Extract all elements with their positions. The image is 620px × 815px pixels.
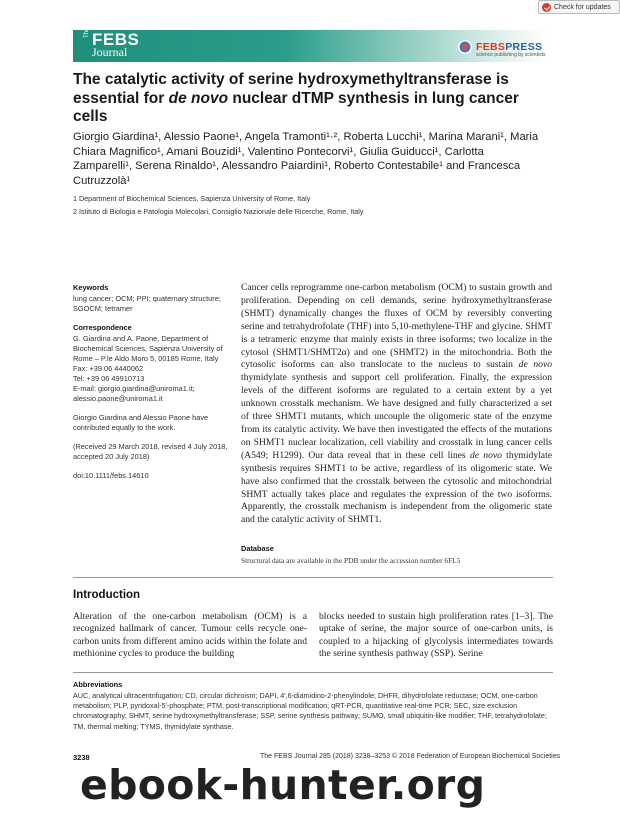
author-list: Giorgio Giardina¹, Alessio Paone¹, Angela Tramonti¹·², Roberta Lucchi¹, Marina Marani¹, Maria Chiara Magnifico¹, Amani Bouzidi¹, Valentino Pontecorvi¹, Giulia Guiducci¹, Carlotta Zamparelli¹, Serena Rinaldo¹, Alessandro Paiardini¹, Roberto Contestabile¹ and Francesca Cutruzzolà¹ bbox=[73, 131, 539, 187]
introduction-right-column: blocks needed to sustain high proliferation rates [1–3]. The uptake of serine, the major source of one-carbon units, is coupled to a hijacking of glycolysis intermediates towards the serine synthesis pathway (SSP). Serine bbox=[319, 611, 553, 660]
logo-journal: Journal bbox=[92, 45, 128, 59]
affiliations bbox=[73, 192, 543, 218]
page-number: 3238 bbox=[73, 753, 90, 762]
check-updates-icon bbox=[542, 3, 551, 12]
press-name-b: PRESS bbox=[505, 40, 543, 53]
abstract-italic-2: de novo bbox=[470, 449, 502, 461]
abbreviations-heading: Abbreviations bbox=[73, 680, 123, 689]
introduction-heading: Introduction bbox=[73, 589, 141, 601]
title-part-1: The catalytic activity of serine hydroxymethyltransferase is essential for bbox=[73, 71, 509, 107]
press-name-a: FEBS bbox=[476, 40, 506, 53]
article-info-sidebar bbox=[73, 283, 233, 481]
press-tagline: science publishing by scientists bbox=[476, 52, 546, 58]
febs-press-logo bbox=[458, 40, 546, 58]
keywords-heading: Keywords bbox=[73, 283, 109, 292]
section-divider bbox=[73, 577, 553, 578]
correspondence-email[interactable]: E-mail: giorgio.giardina@uniroma1.it; alessio.paone@uniroma1.it bbox=[73, 384, 195, 403]
abbreviations-text: AUC, analytical ultracentrifugation; CD, circular dichroism; DAPI, 4′,6-diamidino-2-phenylindole; DHFR, dihydrofolate reductase; OCM, one-carbon metabolism; PLP, pyridoxal-5′-phosphate; PTM, post-transcriptional modification; qRT-PCR, quantitative real-time PCR; SEC, size exclusion chromatography; SHMT, serine hydroxymethyltransferase; SSP, serine synthesis pathway; SUMO, small ubiquitin-like modifier; THF, tetrahydrofolate; TM, thermal melting; TYMS, thymidylate synthase. bbox=[73, 691, 547, 731]
correspondence-fax: Fax: +39 06 4440062 bbox=[73, 364, 144, 373]
check-updates-label: Check for updates bbox=[554, 3, 611, 11]
watermark: ebook-hunter.org bbox=[80, 761, 486, 809]
equal-contribution-note: Giorgio Giardina and Alessio Paone have contributed equally to the work. bbox=[73, 413, 209, 432]
database-text: Structural data are available in the PDB under the accession number 6FL5 bbox=[241, 556, 461, 565]
correspondence-address: G. Giardina and A. Paone, Department of Biochemical Sciences, Sapienza University of Rome – P.le Aldo Moro 5, 00185 Rome, Italy bbox=[73, 334, 223, 363]
abstract-part-1: Cancer cells reprogramme one-carbon metabolism (OCM) to sustain growth and proliferation. Depending on cell demands, serine hydroxymethyltransferase (SHMT) dynamically changes the fluxes of OCM by reversibly converting serine and tetrahydrofolate (THF) into 5,10-methylene-THF and glycine. SHMT is a tetrameric enzyme that mainly exists in three isoforms; two localize in the cytosol (SHMT1/SHMT2α) and one (SHMT2) in the mitochondria. Both the cytosolic isoforms can also translocate to the nucleus to sustain bbox=[241, 282, 552, 371]
title-italic: de novo bbox=[168, 89, 229, 107]
keywords-text: lung cancer; OCM; PPI; quaternary structure; SGOCM; tetramer bbox=[73, 294, 221, 313]
abstract-italic-1: de novo bbox=[518, 359, 552, 371]
abstract-part-2: thymidylate synthesis and support cell proliferation. Finally, the expression levels of the different isoforms are regulated to a certain extent by a yet unknown crosstalk mechanism. We have designed and fully characterized a set of three SHMT1 mutants, which uncouple the oligomeric state of the enzyme from its catalytic activity. We have then investigated the effects of the mutations on SHMT1 nuclear localization, cell viability and crosstalk in lung cancer cells (A549; H1299). Our data reveal that in these cell lines bbox=[241, 372, 552, 461]
affiliation-1: 1 Department of Biochemical Sciences, Sapienza University of Rome, Italy bbox=[73, 194, 311, 203]
logo-febs: FEBS bbox=[92, 30, 140, 49]
correspondence-heading: Correspondence bbox=[73, 323, 132, 332]
article-title bbox=[73, 71, 553, 127]
abstract bbox=[241, 282, 552, 527]
introduction-left-column: Alteration of the one-carbon metabolism (OCM) is a recognized hallmark of cancer. Tumour cells recycle one-carbon units from different amino acids within the folate and methionine cycles to produce the building bbox=[73, 611, 307, 660]
abstract-part-3: thymidylate synthesis requires SHMT1 to be active, regardless of its oligomeric state. We have also confirmed that the crosstalk between the cytosolic and mitochondrial SHMT actually takes place and regulates the expression of the two isoforms. Apparently, the crosstalk mechanism is independent from the oligomeric state and the catalytic activity of SHMT1. bbox=[241, 449, 552, 526]
title-part-2: nuclear dTMP synthesis in lung cancer cells bbox=[73, 89, 519, 125]
database-heading: Database bbox=[241, 544, 274, 553]
journal-footer: The FEBS Journal 285 (2018) 3238–3253 © 2018 Federation of European Biochemical Societies bbox=[260, 753, 561, 760]
received-dates: (Received 29 March 2018, revised 4 July 2018, accepted 20 July 2018) bbox=[73, 442, 228, 461]
check-for-updates-badge[interactable] bbox=[538, 0, 620, 14]
logo-the: The bbox=[84, 27, 90, 38]
abbreviations-divider bbox=[73, 672, 553, 673]
febs-press-name bbox=[476, 42, 542, 53]
affiliation-2: 2 Istituto di Biologia e Patologia Molecolari, Consiglio Nazionale delle Ricerche, Rome, Italy bbox=[73, 207, 364, 216]
correspondence-tel: Tel: +39 06 49910713 bbox=[73, 374, 145, 383]
febs-press-icon bbox=[458, 40, 472, 54]
doi-link[interactable]: doi:10.1111/febs.14610 bbox=[73, 471, 149, 480]
